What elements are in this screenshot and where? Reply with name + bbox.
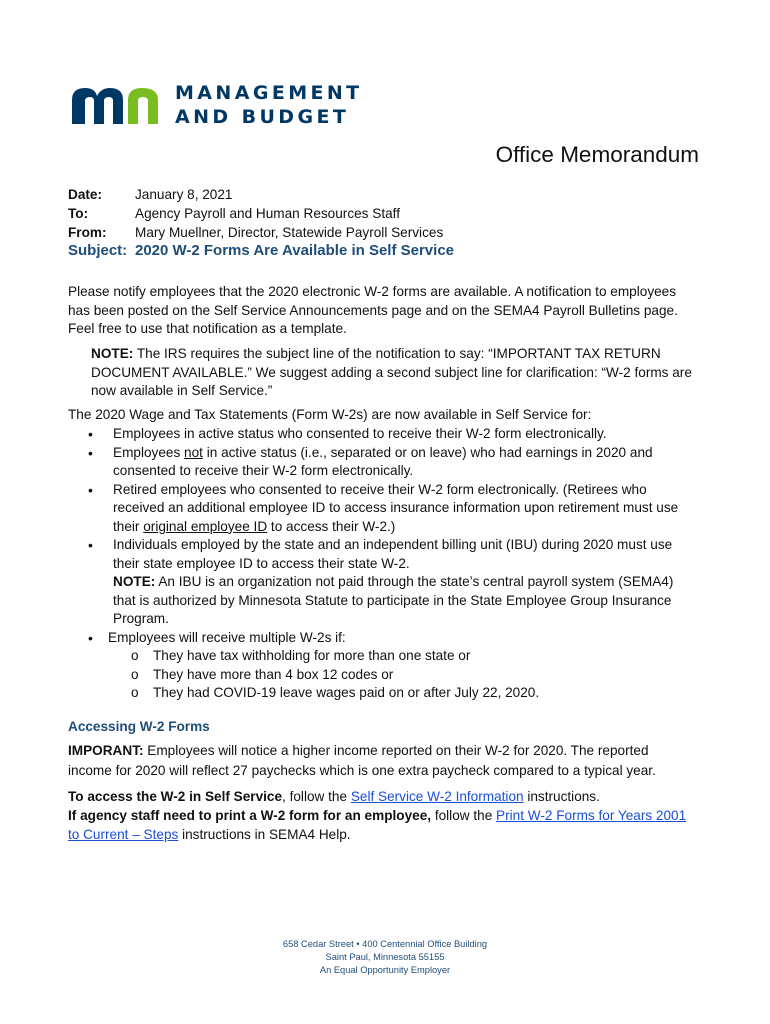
intro-paragraph (68, 283, 700, 339)
sub-list-item: o They have more than 4 box 12 codes or (108, 666, 700, 685)
list-item (68, 629, 700, 703)
list-item-text: Program. (113, 611, 169, 626)
sub-list-item: o They had COVID-19 leave wages paid on or after July 22, 2020. (108, 684, 700, 703)
important-text: income for 2020 will reflect 27 paychecks which is one extra paycheck compared to a typical year. (68, 762, 656, 778)
underlined-text: not (184, 444, 203, 460)
print-w2-forms-link-cont[interactable]: to Current – Steps (68, 827, 179, 842)
print-text: instructions in SEMA4 Help. (178, 827, 351, 842)
memo-title: Office Memorandum (495, 142, 699, 167)
print-bold-text: If agency staff need to print a W-2 form for an employee, (68, 808, 432, 823)
irs-note (91, 345, 701, 401)
list-item-text: • Individuals employed by the state and an independent billing unit (IBU) during 2020 must use (113, 537, 673, 552)
access-text: instructions. (523, 789, 600, 804)
list-item-text: • Employees will receive multiple W-2s if: (108, 629, 346, 645)
access-bold-text: To access the W-2 in Self Service (68, 789, 283, 804)
note-text: DOCUMENT AVAILABLE.” We suggest adding a second subject line for clarification: “W-2 forms are (91, 364, 692, 380)
note-text: now available in Self Service.” (91, 383, 273, 398)
footer-address: 658 Cedar Street • 400 Centennial Office Building (282, 939, 488, 949)
footer (0, 938, 770, 977)
list-item-text: in active status (i.e., separated or on leave) who had earnings in 2020 and (202, 444, 653, 460)
section-heading: Accessing W-2 Forms (68, 719, 210, 734)
eligibility-list (68, 425, 700, 703)
list-item-text: that is authorized by Minnesota Statute to participate in the State Employee Group Insurance (113, 592, 672, 608)
intro-line: Please notify employees that the 2020 electronic W-2 forms are available. A notification to employees (68, 284, 677, 299)
list-item (68, 425, 700, 444)
mn-logo-icon (68, 82, 164, 126)
access-instructions (68, 787, 700, 844)
self-service-w2-link[interactable]: Self Service W-2 Information (350, 789, 524, 804)
list-item-text: • Employees in active status who consented to receive their W-2 form electronically. (113, 426, 607, 441)
important-text: Employees will notice a higher income reported on their W-2 for 2020. The reported (143, 743, 649, 758)
to-label: To: (68, 206, 89, 221)
available-intro: The 2020 Wage and Tax Statements (Form W-2s) are now available in Self Service for: (68, 407, 592, 422)
list-item (68, 481, 700, 537)
date-label: Date: (68, 187, 102, 202)
note-label: NOTE: (113, 574, 156, 589)
date-row (68, 185, 233, 204)
print-w2-forms-link[interactable]: Print W-2 Forms for Years 2001 (496, 808, 687, 823)
subject-label: Subject: (68, 242, 128, 259)
list-item-text: An IBU is an organization not paid through the state’s central payroll system (SEMA4) (155, 574, 674, 589)
subject-row (68, 242, 454, 259)
underlined-text: original employee ID (143, 518, 268, 534)
important-paragraph (68, 741, 700, 780)
intro-line: has been posted on the Self Service Announcements page and on the SEMA4 Payroll Bulletins page. (68, 302, 678, 318)
note-label: NOTE: (91, 346, 134, 361)
list-item-text: consented to receive their W-2 form electronically. (113, 463, 414, 478)
intro-line: Feel free to use that notification as a template. (68, 321, 347, 336)
subject-value: 2020 W-2 Forms Are Available in Self Service (135, 242, 455, 259)
sub-list (108, 647, 700, 703)
list-item-text: their (113, 518, 144, 534)
list-item-text: received an additional employee ID to access insurance information upon retirement must use (113, 500, 679, 515)
list-item-text: • Retired employees who consented to receive their W-2 form electronically. (Retirees who (113, 481, 647, 497)
note-text: The IRS requires the subject line of the notification to say: “IMPORTANT TAX RETURN (133, 346, 661, 361)
org-name-line1: MANAGEMENT (175, 82, 363, 104)
to-value: Agency Payroll and Human Resources Staff (135, 206, 400, 221)
footer-eoe: An Equal Opportunity Employer (319, 965, 451, 975)
access-text: , follow the (282, 789, 351, 804)
from-value: Mary Muellner, Director, Statewide Payroll Services (135, 225, 444, 240)
list-item (68, 444, 700, 481)
print-text: follow the (431, 808, 497, 823)
list-item (68, 536, 700, 629)
list-item-text: their state employee ID to access their state W-2. (113, 555, 410, 571)
from-row (68, 223, 443, 242)
sub-list-item: o They have tax withholding for more than one state or (108, 647, 700, 666)
footer-city: Saint Paul, Minnesota 55155 (325, 952, 445, 962)
list-item-text: Employees (113, 444, 185, 460)
from-label: From: (68, 225, 107, 240)
date-value: January 8, 2021 (135, 187, 233, 202)
important-label: IMPORANT: (68, 743, 144, 758)
org-name-line2: AND BUDGET (175, 106, 350, 128)
list-item-text: to access their W-2.) (267, 518, 396, 534)
to-row (68, 204, 400, 223)
